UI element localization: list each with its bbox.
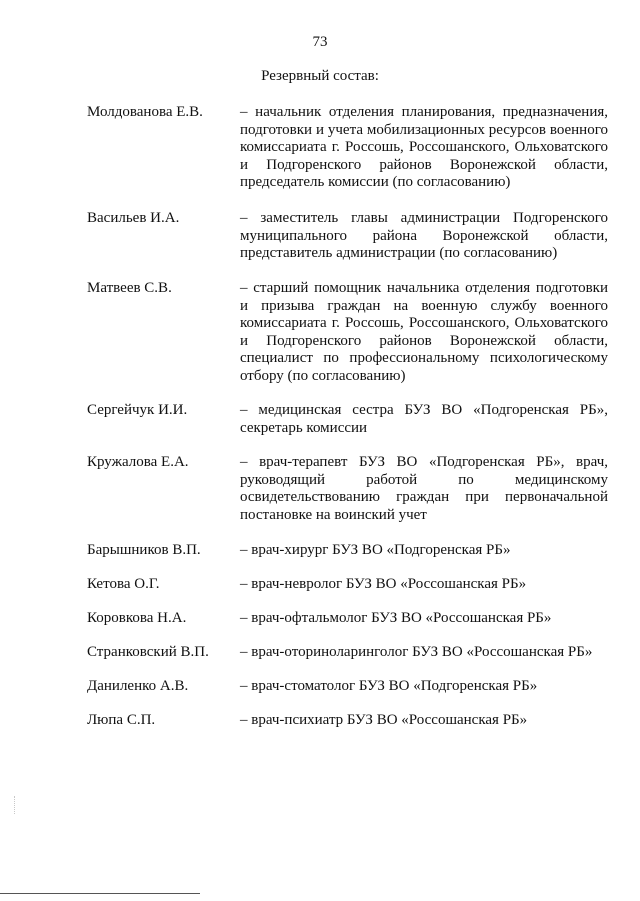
member-name: Кружалова Е.А. [87,454,189,470]
page-number: 73 [312,34,328,50]
member-name: Люпа С.П. [87,712,156,728]
member-role: – врач-психиатр БУЗ ВО «Россошанская РБ» [240,712,528,728]
member-name: Коровкова Н.А. [87,610,187,626]
member-name: Матвеев С.В. [87,280,172,296]
member-role: – врач-оториноларинголог БУЗ ВО «Россошанская РБ» [240,644,593,660]
footer-rule [0,893,200,894]
member-role: – врач-хирург БУЗ ВО «Подгоренская РБ» [240,542,511,558]
member-name: Васильев И.А. [87,210,180,226]
member-role: – медицинская сестра БУЗ ВО «Подгоренская РБ», секретарь комиссии [240,402,608,436]
member-role: – старший помощник начальника отделения подготовки и призыва граждан на военную службу военного комиссариата г. Россошь, Россошанского, Ольховатского и Подгоренского районов Воронежской области, специалист по профессиональному психологическому отбору (по согласованию) [240,280,608,384]
member-name: Кетова О.Г. [87,576,160,592]
member-role: – начальник отделения планирования, предназначения, подготовки и учета мобилизационных ресурсов военного комиссариата г. Россошь, Россошанского, Ольховатского и Подгоренского районов Воронежской области, председатель комиссии (по согласованию) [240,104,608,190]
member-name: Странковский В.П. [87,644,209,660]
member-role: – врач-терапевт БУЗ ВО «Подгоренская РБ», врач, руководящий работой по медицинскому освидетельствованию граждан при первоначальной постановке на воинский учет [240,454,608,523]
member-name: Даниленко А.В. [87,678,189,694]
member-name: Молдованова Е.В. [87,104,203,120]
member-role: – врач-офтальмолог БУЗ ВО «Россошанская РБ» [240,610,552,626]
member-role: – врач-стоматолог БУЗ ВО «Подгоренская РБ» [240,678,538,694]
member-role: – врач-невролог БУЗ ВО «Россошанская РБ» [240,576,527,592]
member-name: Сергейчук И.И. [87,402,188,418]
section-title: Резервный состав: [261,68,379,84]
scan-mark [14,796,18,814]
member-role: – заместитель главы администрации Подгоренского муниципального района Воронежской области, представитель администрации (по согласованию) [240,210,608,261]
member-name: Барышников В.П. [87,542,201,558]
